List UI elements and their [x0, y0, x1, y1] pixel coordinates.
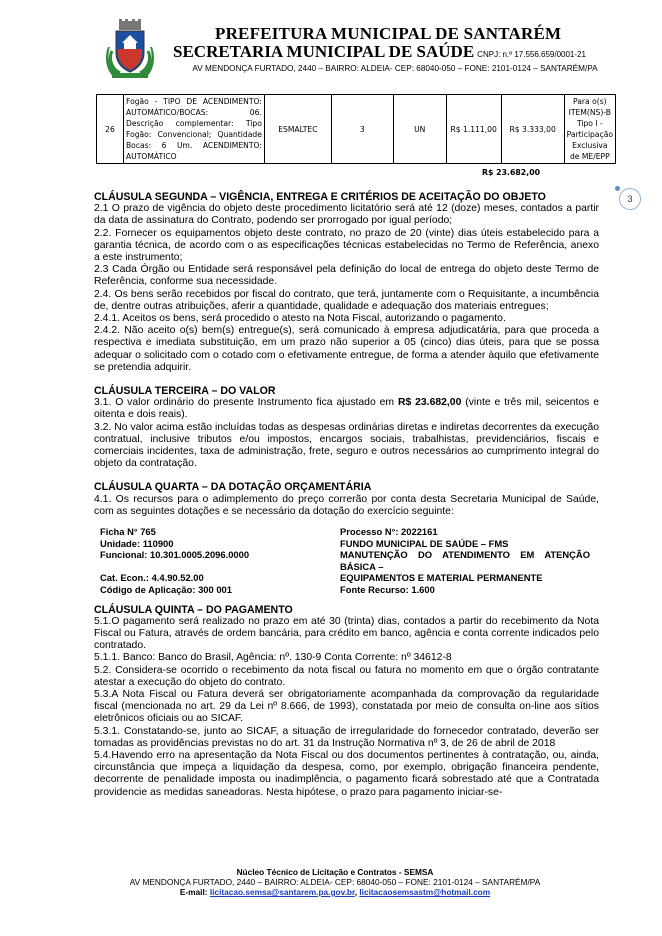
item-unit: UN: [393, 95, 446, 164]
clause-2-3: 2.3 Cada Órgão ou Entidade será responsável pela definição do local de entrega do objeto deste Termo de Referência, conforme sua necessidade.: [94, 264, 599, 288]
clause-2-4-2: 2.4.2. Não aceito o(s) bem(s) entregue(s), será comunicado à empresa adjudicatária, para que proceda a respectiva e imediata substituição, em um prazo não superior a 05 (cinco) dias úteis, para que se possa adequar o solicitado com o cotado com o efetivamente entregue, de forma a atender àquilo que efetivamente se pretendia adquirir.: [94, 325, 599, 373]
processo-number: Processo N°: 2022161: [340, 526, 438, 538]
footer-address: AV MENDONÇA FURTADO, 2440 – BAIRRO: ALDEIA- CEP: 68040-050 – FONE: 2101-0124 – SANTARÉM/PA: [129, 877, 541, 887]
clause-3-1: [94, 397, 599, 421]
cnpj: CNPJ: n.º 17.556.659/0001-21: [477, 50, 586, 59]
clause-5-3: 5.3.A Nota Fiscal ou Fatura deverá ser obrigatoriamente acompanhada da comprovação da regularidade fiscal (mencionada no art. 29 da Lei nº 8.666, de 1993), constatada por meio de consulta on-line aos sítios eletrônicos oficiais ou ao SICAF.: [94, 689, 599, 725]
page-number: 3: [619, 188, 641, 210]
coat-of-arms-logo: [104, 17, 156, 79]
clause-2-1: 2.1 O prazo de vigência do objeto deste procedimento licitatório será até 12 (doze) meses, contados a partir da data de assinatura do Contrato, podendo ser prorrogado por igual período;: [94, 203, 599, 227]
department-title: [173, 42, 586, 62]
clause-2-4: 2.4. Os bens serão recebidos por fiscal do contrato, que terá, juntamente com o Requisitante, a incumbência de, dentre outras atribuições, aferir a quantidade, qualidade e adequação dos materiais entregues;: [94, 288, 599, 312]
grand-total: R$ 23.682,00: [482, 168, 541, 177]
fundo: FUNDO MUNICIPAL DE SAÚDE – FMS: [340, 537, 509, 549]
item-type: Para o(s) ITEM(NS)-B Tipo I - Participação Exclusiva de ME/EPP: [564, 95, 615, 164]
footer-department: Núcleo Técnico de Licitação e Contratos - SEMSA: [236, 867, 434, 877]
item-brand: ESMALTEC: [264, 95, 331, 164]
header-address: AV MENDONÇA FURTADO, 2440 – BAIRRO: ALDEIA- CEP: 68040-050 – FONE: 2101-0124 – SANTARÉM/PA: [192, 64, 598, 73]
unidade: Unidade: 110900: [100, 537, 174, 549]
clause-2-2: 2.2. Fornecer os equipamentos objeto deste contrato, no prazo de 20 (vinte) dias úteis estabelecido para a garantia técnica, de acordo com o as especificações técnicas estabelecidas no Termo de Referência, anexo a este instrumento;: [94, 227, 599, 264]
page-marker-dot: [615, 186, 620, 191]
cat-econ: Cat. Econ.: 4.4.90.52.00: [100, 572, 204, 584]
clause-5-1-1: 5.1.1. Banco: Banco do Brasil, Agência: nº. 130-9 Conta Corrente: nº 34612-8: [94, 652, 452, 664]
fonte-recurso: Fonte Recurso: 1.600: [340, 584, 435, 596]
clause-5-3-1: 5.3.1. Constatando-se, junto ao SICAF, a situação de irregularidade do fornecedor contratado, deverão ser tomadas as providências previstas no do art. 31 da Instrução Normativa nº 3, de 26 de abril de 2018: [94, 725, 599, 749]
clause-5-1: 5.1.O pagamento será realizado no prazo em até 30 (trinta) dias, contados a partir do recebimento da Nota Fiscal ou Fatura, através de ordem bancária, para crédito em banco, agência e conta corrente indicados pelo contratado.: [94, 615, 599, 652]
codigo-aplicacao: Código de Aplicação: 300 001: [100, 584, 232, 596]
budget-allocation: [100, 526, 599, 596]
clause-4-title: CLÁUSULA QUARTA – DA DOTAÇÃO ORÇAMENTÁRIA: [94, 481, 372, 494]
clause-5-2: 5.2. Considera-se ocorrido o recebimento da nota fiscal ou fatura no momento em que o órgão contratante atestar a execução do objeto do contrato.: [94, 664, 599, 688]
table-row: [97, 95, 616, 164]
clause-5-title: CLÁUSULA QUINTA – DO PAGAMENTO: [94, 603, 293, 616]
clause-4-1: 4.1. Os recursos para o adimplemento do preço correrão por conta desta Secretaria Municipal de Saúde, com as seguintes dotações e se necessário da dotação do exercício seguinte:: [94, 493, 599, 517]
department-name: SECRETARIA MUNICIPAL DE SAÚDE: [173, 42, 475, 61]
equipamentos: EQUIPAMENTOS E MATERIAL PERMANENTE: [340, 572, 543, 584]
item-unit-price: R$ 1.111,00: [446, 95, 501, 164]
clause-3-2: 3.2. No valor acima estão incluídas todas as despesas ordinárias diretas e indiretas decorrentes da execução contratual, inclusive tributos e/ou impostos, encargos sociais, trabalhistas, previdenciários, fiscais e comerciais incidentes, taxa de administração, frete, seguro e outros necessários ao cumprimento integral do objeto da contratação.: [94, 421, 599, 470]
item-number: 26: [97, 95, 124, 164]
footer-email-separator: ,: [354, 887, 360, 897]
document-body: [94, 191, 599, 799]
page-footer: [60, 867, 610, 897]
clause-3-1-text: 3.1. O valor ordinário do presente Instrumento fica ajustado em: [94, 397, 398, 409]
clause-2-4-1: 2.4.1. Aceitos os bens, será procedido o atesto na Nota Fiscal, autorizando o pagamento.: [94, 313, 506, 325]
items-table: [96, 94, 616, 164]
clause-5-4: 5.4.Havendo erro na apresentação da Nota Fiscal ou dos documentos pertinentes à contratação, ou, ainda, circunstância que impeça a liquidação da despesa, como, por exemplo, obrigação financeira pendente, decorrente de penalidade imposta ou inadimplência, o pagamento ficará sobrestado até que a Contratada providencie as medidas saneadoras. Nesta hipótese, o prazo para pagamento iniciar-se-: [94, 750, 599, 798]
item-description: Fogão - TIPO DE ACENDIMENTO: AUTOMÁTICO/BOCAS: 06. Descrição complementar: Tipo Fogão: Convencional; Quantidade Bocas: 6 Um. ACENDIMENTO: AUTOMÁTICO: [123, 95, 264, 164]
footer-email-line: [60, 887, 610, 897]
item-total-price: R$ 3.333,00: [501, 95, 564, 164]
contract-value: R$ 23.682,00: [397, 397, 462, 409]
clause-3-title: CLÁUSULA TERCEIRA – DO VALOR: [94, 385, 276, 398]
clause-3-1-text-end: (vinte e três mil, seicentos e oitenta e dois reais).: [94, 397, 600, 421]
manutencao: MANUTENÇÃO DO ATENDIMENTO EM ATENÇÃO BÁSICA –: [340, 549, 590, 572]
email-link-hotmail[interactable]: licitacaosemsastm@hotmail.com: [359, 887, 491, 897]
ficha-number: Ficha N° 765: [100, 526, 156, 538]
clause-2-title: CLÁUSULA SEGUNDA – VIGÊNCIA, ENTREGA E CRITÉRIOS DE ACEITAÇÃO DO OBJETO: [94, 191, 546, 203]
item-quantity: 3: [331, 95, 393, 164]
email-link-semsa[interactable]: licitacao.semsa@santarem.pa.gov.br: [209, 887, 355, 897]
page-title: PREFEITURA MUNICIPAL DE SANTARÉM: [215, 24, 562, 43]
footer-email-label: E-mail:: [179, 887, 210, 897]
funcional: Funcional: 10.301.0005.2096.0000: [100, 549, 250, 561]
